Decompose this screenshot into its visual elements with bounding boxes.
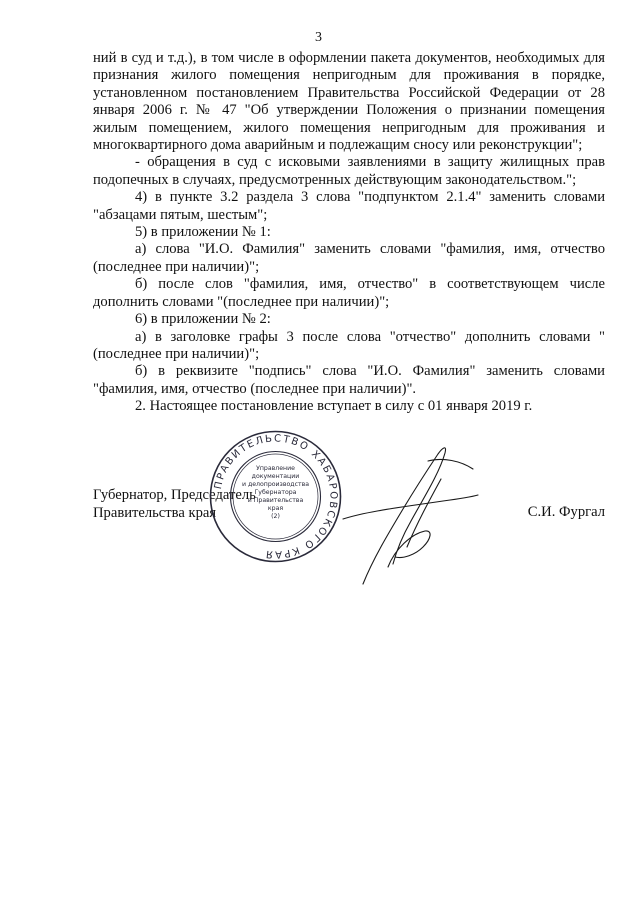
signatory-name: С.И. Фургал (527, 504, 605, 520)
page-number: 3 (315, 30, 322, 45)
seal-inner-line: (2) (271, 513, 280, 520)
seal-inner-line: и делопроизводства (241, 481, 310, 488)
paragraph: 6) в приложении № 2: (135, 311, 271, 328)
seal-inner-line: Управление (256, 465, 295, 472)
paragraph: а) слова "И.О. Фамилия" заменить словами "фамилия, имя, отчество (последнее при наличии)"; (93, 241, 605, 275)
official-seal-icon (208, 429, 343, 564)
signatory-title-line2: Правительства края (93, 505, 217, 521)
seal-outer-text: ПРАВИТЕЛЬСТВО ХАБАРОВСКОГО КРАЯ (212, 433, 339, 560)
signature-block (93, 433, 605, 604)
paragraph: 4) в пункте 3.2 раздела 3 слова "подпунктом 2.1.4" заменить словами "абзацами пятым, шестым"; (93, 189, 605, 223)
paragraph: ний в суд и т.д.), в том числе в оформлении пакета документов, необходимых для признания жилого помещения непригодным для проживания в порядке, установленном постановлением Правительства Российской Федерации от 28 января 2006 г. № 47 "Об утверждении Положения о признании помещения жилым помещением, жилого помещения непригодным для проживания и многоквартирного дома аварийным и подлежащим сносу или реконструкции"; (93, 50, 605, 154)
seal-inner-line: Губернатора (254, 489, 297, 496)
paragraph: - обращения в суд с исковыми заявлениями в защиту жилищных прав подопечных в случаях, предусмотренных действующим законодательством."; (93, 154, 605, 188)
seal-inner-line: края (267, 505, 284, 512)
paragraph: б) после слов "фамилия, имя, отчество" в соответствующем числе дополнить словами "(последнее при наличии)"; (93, 276, 605, 310)
signatory-title-line1: Губернатор, Председатель (93, 487, 256, 503)
seal-inner-line: и Правительства (247, 497, 304, 504)
paragraph: а) в заголовке графы 3 после слова "отчество" дополнить словами "(последнее при наличии)"; (93, 328, 605, 362)
body-text (93, 50, 605, 416)
paragraph: б) в реквизите "подпись" слова "И.О. Фамилия" заменить словами "фамилия, имя, отчество (последнее при наличии)". (93, 363, 605, 397)
paragraph: 2. Настоящее постановление вступает в силу с 01 января 2019 г. (135, 398, 533, 415)
handwritten-signature (333, 439, 483, 594)
seal-inner-line: документации (251, 473, 300, 480)
paragraph: 5) в приложении № 1: (135, 224, 271, 241)
